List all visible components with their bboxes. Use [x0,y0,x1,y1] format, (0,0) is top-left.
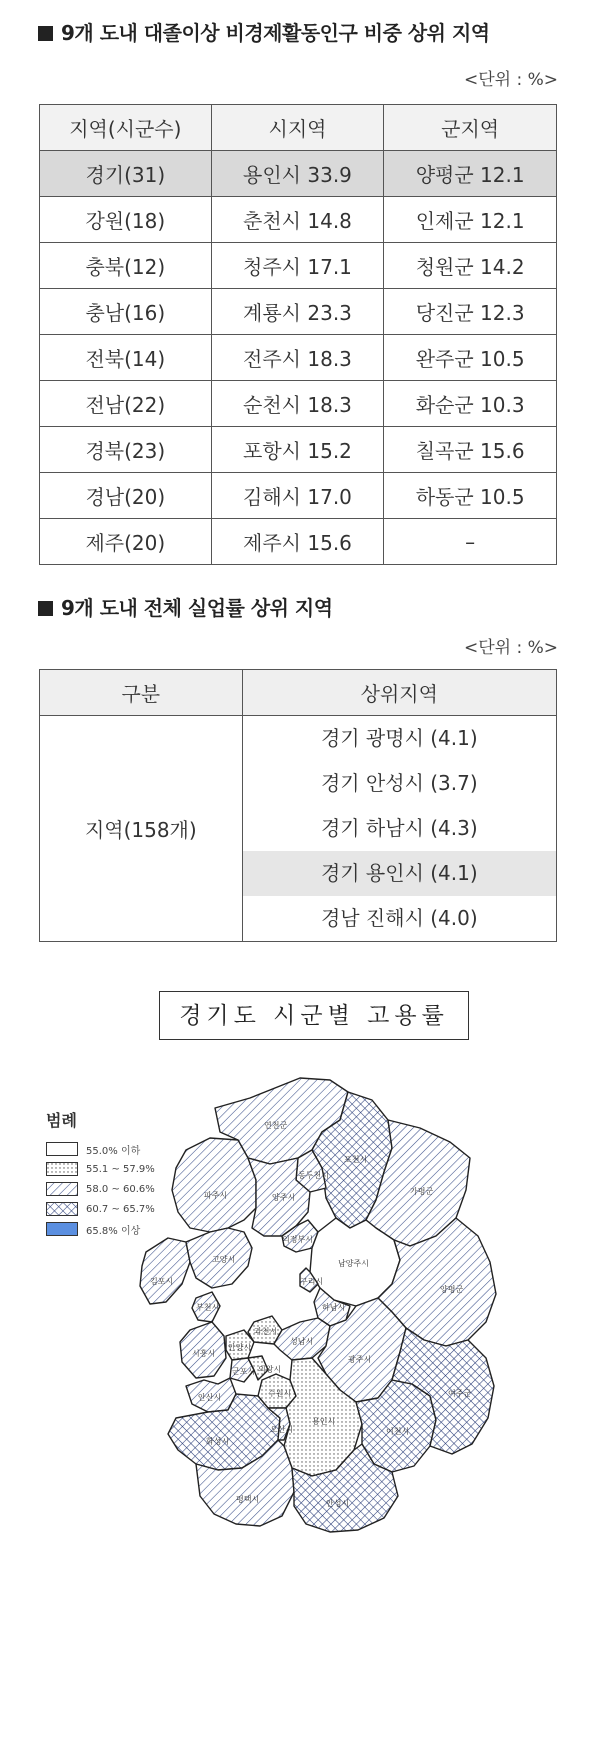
cell-city: 계룡시 23.3 [211,289,384,335]
legend-swatch-dots [46,1162,78,1176]
label-dongducheon: 동두천시 [298,1171,329,1180]
cell-county: 완주군 10.5 [384,335,557,381]
table-row [40,289,557,335]
cell-county: 화순군 10.3 [384,381,557,427]
map-legend [46,1108,155,1239]
header-city: 시지역 [211,105,384,151]
label-anyang: 안양시 [228,1343,252,1352]
cell-region: 전남(22) [40,381,212,427]
label-guri: 구리시 [300,1277,324,1286]
cell-city: 제주시 15.6 [211,519,384,565]
label-bucheon: 부천시 [196,1303,220,1312]
label-namyangju: 남양주시 [338,1259,369,1268]
header-region: 지역(시군수) [40,105,212,151]
header-top-regions: 상위지역 [242,670,556,716]
label-icheon: 이천시 [386,1427,410,1436]
table-header-row [40,105,557,151]
cell-city: 용인시 33.9 [211,151,384,197]
list-item: 경기 광명시 (4.1) [320,726,478,750]
section2-unit: <단위 : %> [463,638,558,658]
table-row [40,473,557,519]
section1-title: 9개 도내 대졸이상 비경제활동인구 비중 상위 지역 [38,17,490,46]
cell-county: – [384,519,557,565]
legend-label: 58.0 ~ 60.6% [86,1183,155,1195]
legend-swatch-solid [46,1222,78,1236]
label-osan: 오산시 [270,1425,294,1434]
list-item-highlighted: 경기 용인시 (4.1) [243,851,556,896]
table-row [40,427,557,473]
cell-region: 충북(12) [40,243,212,289]
cell-region: 경북(23) [40,427,212,473]
label-pyeongtaek: 평택시 [236,1495,260,1504]
legend-swatch-cross [46,1202,78,1216]
map-title: 경기도 시군별 고용률 [159,991,469,1040]
cell-city: 김해시 17.0 [211,473,384,519]
label-uiwang: 의왕시 [258,1365,282,1374]
cell-region: 경기(31) [40,151,212,197]
label-hwaseong: 화성시 [206,1437,230,1446]
legend-item [46,1139,155,1159]
unemployment-table [39,669,557,942]
table-row [40,151,557,197]
cell-county: 청원군 14.2 [384,243,557,289]
cell-city: 순천시 18.3 [211,381,384,427]
label-yeoju: 여주군 [448,1389,472,1398]
list-item: 경기 안성시 (3.7) [320,771,478,795]
label-gwacheon: 과천시 [254,1327,278,1336]
legend-label: 60.7 ~ 65.7% [86,1203,155,1215]
square-bullet-icon [38,601,53,616]
legend-swatch-none [46,1142,78,1156]
label-gimpo: 김포시 [150,1277,174,1286]
legend-item [46,1159,155,1179]
section2-title: 9개 도내 전체 실업률 상위 지역 [38,592,333,621]
top-region-list [242,716,556,942]
square-bullet-icon [38,26,53,41]
inactive-population-table [39,104,557,565]
list-item: 경기 하남시 (4.3) [320,816,478,840]
section1-unit: <단위 : %> [463,70,558,90]
legend-item [46,1179,155,1199]
cell-region: 제주(20) [40,519,212,565]
cell-region: 전북(14) [40,335,212,381]
label-suwon: 수원시 [268,1389,292,1398]
table-row [40,381,557,427]
cell-city: 전주시 18.3 [211,335,384,381]
legend-swatch-diag [46,1182,78,1196]
legend-label: 55.0% 이하 [86,1145,141,1157]
cell-county: 칠곡군 15.6 [384,427,557,473]
table-row [40,716,557,942]
cell-region: 충남(16) [40,289,212,335]
legend-item [46,1199,155,1219]
cell-county: 양평군 12.1 [384,151,557,197]
legend-item [46,1219,155,1239]
label-gwangju: 광주시 [348,1355,372,1364]
legend-label: 65.8% 이상 [86,1225,141,1237]
cell-city: 청주시 17.1 [211,243,384,289]
cell-city: 포항시 15.2 [211,427,384,473]
cell-city: 춘천시 14.8 [211,197,384,243]
label-gapyeong: 가평군 [410,1187,434,1196]
label-ansan: 안산시 [198,1393,222,1402]
cell-county: 하동군 10.5 [384,473,557,519]
table-row [40,335,557,381]
list-item: 경남 진해시 (4.0) [320,906,478,930]
legend-label: 55.1 ~ 57.9% [86,1163,155,1175]
region-paju [172,1138,256,1232]
region-gimpo [140,1238,190,1304]
label-yongin: 용인시 [312,1417,336,1426]
label-siheung: 시흥시 [192,1349,216,1358]
label-pocheon: 포천시 [344,1155,368,1164]
label-paju: 파주시 [204,1191,228,1200]
label-gunpo: 군포시 [232,1367,256,1376]
table-row [40,519,557,565]
legend-title: 범례 [46,1111,77,1130]
label-anseong: 안성시 [326,1499,350,1508]
cell-region: 강원(18) [40,197,212,243]
cell-county: 인제군 12.1 [384,197,557,243]
header-county: 군지역 [384,105,557,151]
table-row [40,197,557,243]
row-label: 지역(158개) [40,716,243,942]
label-yeoncheon: 연천군 [264,1121,288,1130]
table-header-row [40,670,557,716]
header-category: 구분 [40,670,243,716]
label-yangpyeong: 양평군 [440,1285,464,1294]
label-seongnam: 성남시 [290,1337,314,1346]
label-uijeongbu: 의정부시 [282,1235,313,1244]
table-row [40,243,557,289]
label-yangju: 양주시 [272,1193,296,1202]
label-goyang: 고양시 [212,1255,236,1264]
cell-county: 당진군 12.3 [384,289,557,335]
label-hanam: 하남시 [322,1303,346,1312]
cell-region: 경남(20) [40,473,212,519]
